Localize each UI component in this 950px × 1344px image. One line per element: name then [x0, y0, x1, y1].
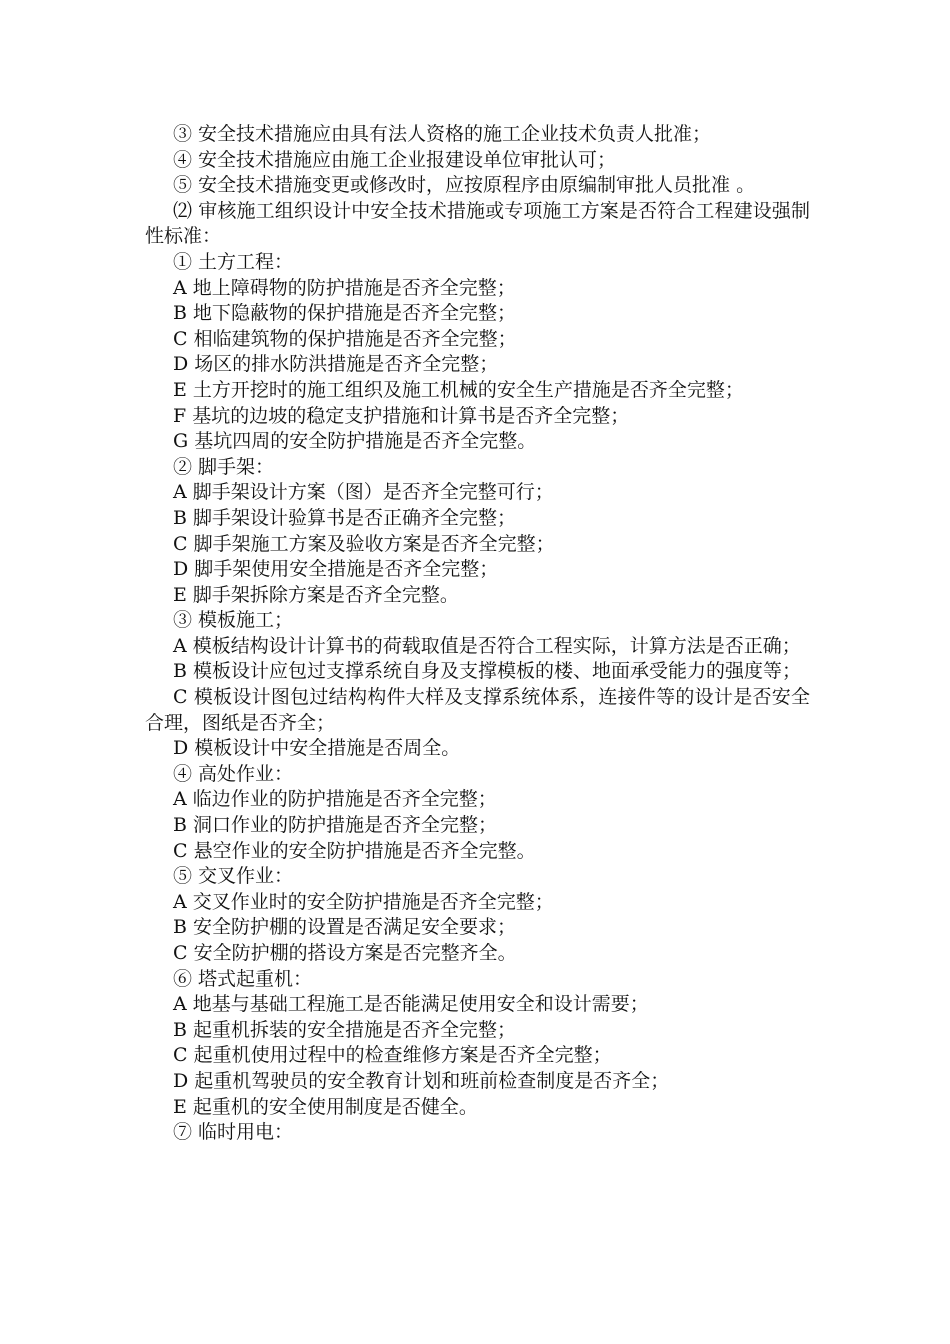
section-heading: ③ 模板施工；: [173, 609, 294, 632]
list-item: C 相临建筑物的保护措施是否齐全完整；: [173, 327, 517, 350]
list-item: C 安全防护棚的搭设方案是否完整齐全。: [173, 942, 517, 964]
list-item: D 模板设计中安全措施是否周全。: [173, 737, 461, 760]
section-heading: ④ 高处作业：: [173, 762, 294, 785]
list-item: E 脚手架拆除方案是否齐全完整。: [173, 583, 459, 606]
section-heading: ⑤ 交叉作业：: [173, 865, 294, 888]
paragraph: ⑤ 安全技术措施变更或修改时，应按原程序由原编制审批人员批准 。: [173, 174, 756, 197]
list-item: A 临边作业的防护措施是否齐全完整；: [173, 788, 497, 811]
list-item: C 悬空作业的安全防护措施是否齐全完整。: [173, 839, 536, 862]
list-item: B 模板设计应包过支撑系统自身及支撑模板的楼、地面承受能力的强度等；: [173, 660, 802, 683]
list-item: D 起重机驾驶员的安全教育计划和班前检查制度是否齐全；: [173, 1069, 670, 1092]
list-item: C 脚手架施工方案及验收方案是否齐全完整；: [173, 532, 555, 555]
list-item: D 场区的排水防洪措施是否齐全完整；: [173, 353, 499, 376]
list-item: A 脚手架设计方案（图）是否齐全完整可行；: [173, 481, 554, 504]
list-item: G 基坑四周的安全防护措施是否齐全完整。: [173, 430, 537, 453]
paragraph: ③ 安全技术措施应由具有法人资格的施工企业技术负责人批准；: [173, 123, 712, 145]
list-item: C 起重机使用过程中的检查维修方案是否齐全完整；: [173, 1044, 612, 1067]
document-body: [145, 122, 810, 1146]
paragraph: ⑵ 审核施工组织设计中安全技术措施或专项施工方案是否符合工程建设强制性标准：: [145, 199, 810, 248]
list-item: A 地基与基础工程施工是否能满足使用安全和设计需要；: [173, 993, 649, 1016]
section-heading: ① 土方工程：: [173, 250, 294, 273]
list-item: F 基坑的边坡的稳定支护措施和计算书是否齐全完整；: [173, 404, 630, 427]
list-item: B 安全防护棚的设置是否满足安全要求；: [173, 916, 517, 939]
list-item: D 脚手架使用安全措施是否齐全完整；: [173, 558, 499, 581]
list-item: C 模板设计图包过结构构件大样及支撑系统体系，连接件等的设计是否安全合理，图纸是否齐全；: [145, 686, 810, 734]
paragraph: ④ 安全技术措施应由施工企业报建设单位审批认可；: [173, 148, 617, 171]
section-heading: ⑦ 临时用电：: [173, 1121, 294, 1144]
section-heading: ⑥ 塔式起重机：: [173, 967, 313, 990]
list-item: B 起重机拆装的安全措施是否齐全完整；: [173, 1018, 517, 1041]
list-item: A 交叉作业时的安全防护措施是否齐全完整；: [173, 890, 554, 913]
list-item: B 脚手架设计验算书是否正确齐全完整；: [173, 506, 517, 529]
list-item: A 地上障碍物的防护措施是否齐全完整；: [173, 276, 516, 299]
list-item: B 地下隐蔽物的保护措施是否齐全完整；: [173, 302, 517, 325]
list-item: B 洞口作业的防护措施是否齐全完整；: [173, 814, 498, 837]
list-item: E 起重机的安全使用制度是否健全。: [173, 1095, 478, 1118]
section-heading: ② 脚手架：: [173, 455, 275, 478]
list-item: E 土方开挖时的施工组织及施工机械的安全生产措施是否齐全完整；: [173, 378, 744, 401]
list-item: A 模板结构设计计算书的荷载取值是否符合工程实际，计算方法是否正确；: [173, 634, 801, 657]
